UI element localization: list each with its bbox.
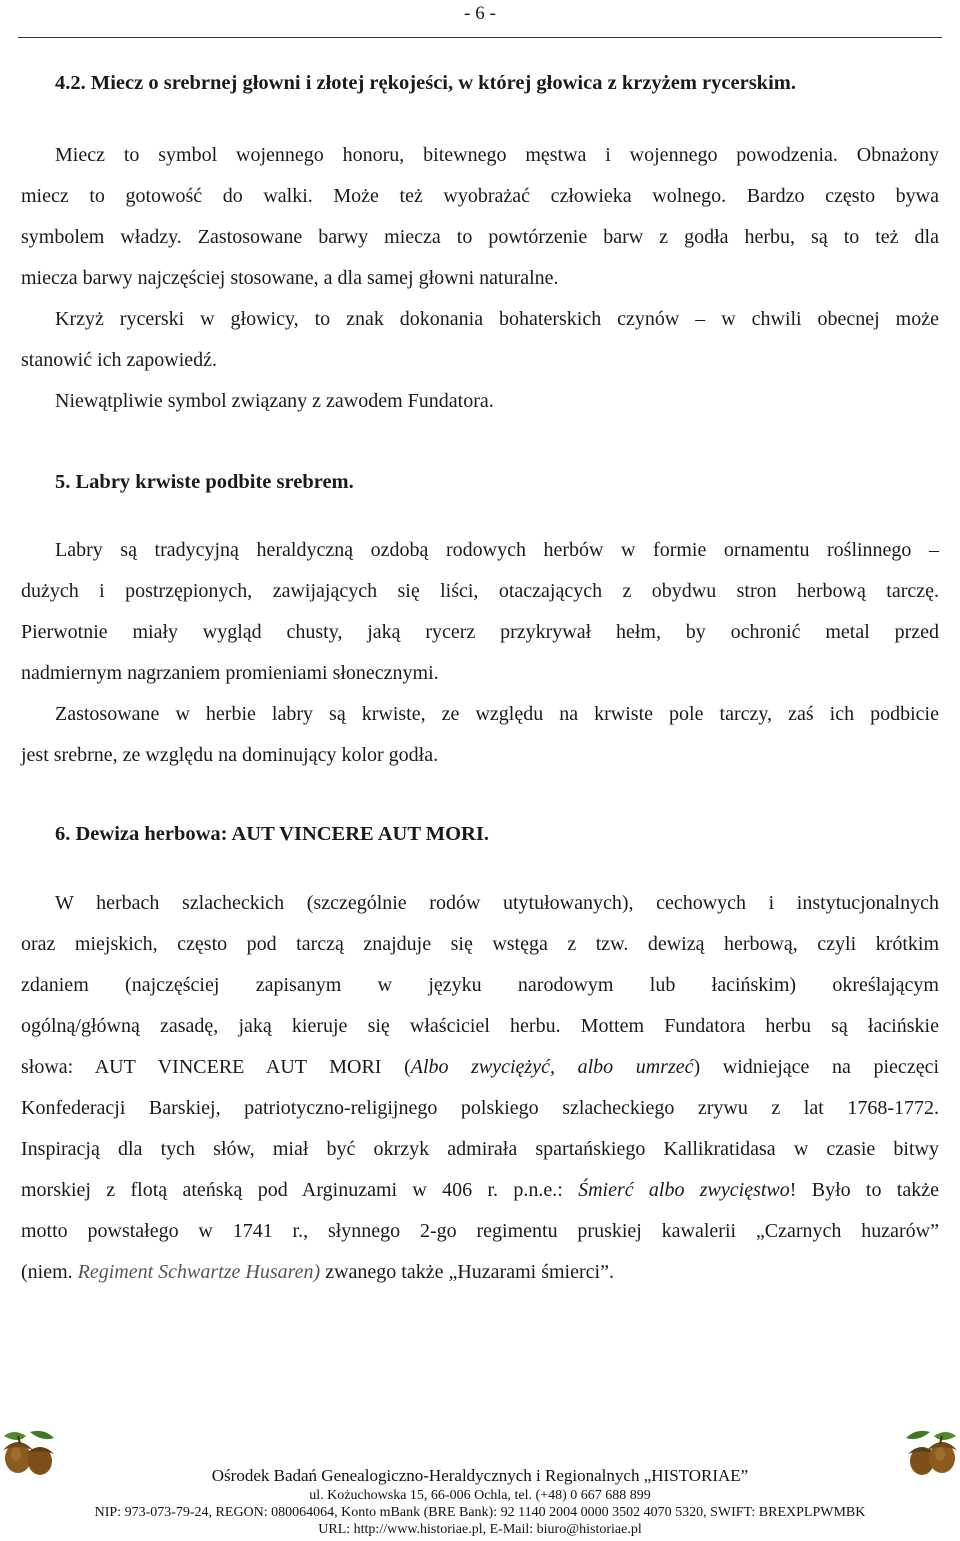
text-line: miecza barwy najczęściej stosowane, a dla samej głowni naturalne. [21, 267, 559, 289]
text-line: Miecz to symbol wojennego honoru, bitewnego męstwa i wojennego powodzenia. Obnażony [55, 144, 939, 166]
footer-org: Ośrodek Badań Genealogiczno-Heraldycznych i Regionalnych „HISTORIAE” [211, 1466, 749, 1485]
text-fragment: ! Było to także [789, 1179, 939, 1201]
text-fragment: zwanego także „Huzarami śmierci”. [320, 1261, 614, 1283]
text-line: oraz miejskich, często pod tarczą znajduje się wstęga z tzw. dewizą herbową, czyli krótkim [21, 933, 939, 955]
text-line: nadmiernym nagrzaniem promieniami słonecznymi. [21, 662, 439, 684]
text-line: Konfederacji Barskiej, patriotyczno-religijnego polskiego szlacheckiego zrywu z lat 1768-1772. [21, 1097, 939, 1119]
text-line: Labry są tradycyjną heraldyczną ozdobą rodowych herbów w formie ornamentu roślinnego – [55, 539, 939, 561]
text-fragment: (niem. [21, 1261, 78, 1283]
text-line: dużych i postrzępionych, zawijających się liści, otaczających z obydwu stron herbową tarczę. [21, 580, 939, 602]
quote-italic: Śmierć albo zwycięstwo [578, 1179, 790, 1201]
text-line: Niewątpliwie symbol związany z zawodem Fundatora. [55, 390, 494, 412]
section-4-2-text [21, 135, 939, 422]
text-line: Pierwotnie miały wygląd chusty, jaką rycerz przykrywał hełm, by ochronić metal przed [21, 621, 939, 643]
text-line: jest srebrne, ze względu na dominujący kolor godła. [21, 744, 439, 766]
footer-registry: NIP: 973-073-79-24, REGON: 080064064, Konto mBank (BRE Bank): 92 1140 2004 0000 3502 4070 5320, SWIFT: BREXPLPWMBK [94, 1505, 866, 1520]
section-6-text [21, 883, 939, 1293]
section-5-text [21, 530, 939, 776]
text-line: Zastosowane w herbie labry są krwiste, ze względu na krwiste pole tarczy, zaś ich podbicie [55, 703, 939, 725]
section-5-heading: 5. Labry krwiste podbite srebrem. [55, 471, 354, 493]
text-line: symbolem władzy. Zastosowane barwy miecza to powtórzenie barw z godła herbu, są to też dla [21, 226, 939, 248]
text-line-regiment [21, 1252, 939, 1293]
text-line: motto powstałego w 1741 r., słynnego 2-go regimentu pruskiej kawalerii „Czarnych huzarów” [21, 1220, 939, 1242]
page-number: - 6 - [464, 3, 496, 24]
section-6-heading: 6. Dewiza herbowa: AUT VINCERE AUT MORI. [55, 823, 489, 845]
text-fragment: morskiej z flotą ateńską pod Arginuzami w 406 r. p.n.e.: [21, 1179, 579, 1201]
regiment-name: Regiment Schwartze Husaren) [77, 1261, 321, 1283]
text-line: Krzyż rycerski w głowicy, to znak dokonania bohaterskich czynów – w chwili obecnej może [55, 308, 939, 330]
text-line: zdaniem (najczęściej zapisanym w języku narodowym lub łacińskim) określającym [21, 974, 939, 996]
text-fragment: ) widniejące na pieczęci [693, 1056, 939, 1078]
text-line: miecz to gotowość do walki. Może też wyobrażać człowieka wolnego. Bardzo często bywa [21, 185, 939, 207]
text-fragment: słowa: AUT VINCERE AUT MORI ( [21, 1056, 411, 1078]
text-line: stanowić ich zapowiedź. [21, 349, 218, 371]
text-line-quote [21, 1170, 939, 1211]
section-4-2-heading: 4.2. Miecz o srebrnej głowni i złotej rękojeści, w której głowica z krzyżem rycerskim. [55, 72, 796, 94]
footer-contact: URL: http://www.historiae.pl, E-Mail: biuro@historiae.pl [318, 1522, 642, 1537]
header-rule [18, 37, 942, 38]
text-line: W herbach szlacheckich (szczególnie rodów utytułowanych), cechowych i instytucjonalnych [55, 892, 939, 914]
motto-translation: Albo zwyciężyć, albo umrzeć [410, 1056, 694, 1078]
text-line: Inspiracją dla tych słów, miał być okrzyk admirała spartańskiego Kallikratidasa w czasie bitwy [21, 1138, 939, 1160]
footer-address: ul. Kożuchowska 15, 66-006 Ochla, tel. (+48) 0 667 688 899 [309, 1488, 651, 1503]
text-line-motto [21, 1047, 939, 1088]
text-line: ogólną/główną zasadę, jaką kieruje się właściciel herbu. Mottem Fundatora herbu są łacińskie [21, 1015, 939, 1037]
